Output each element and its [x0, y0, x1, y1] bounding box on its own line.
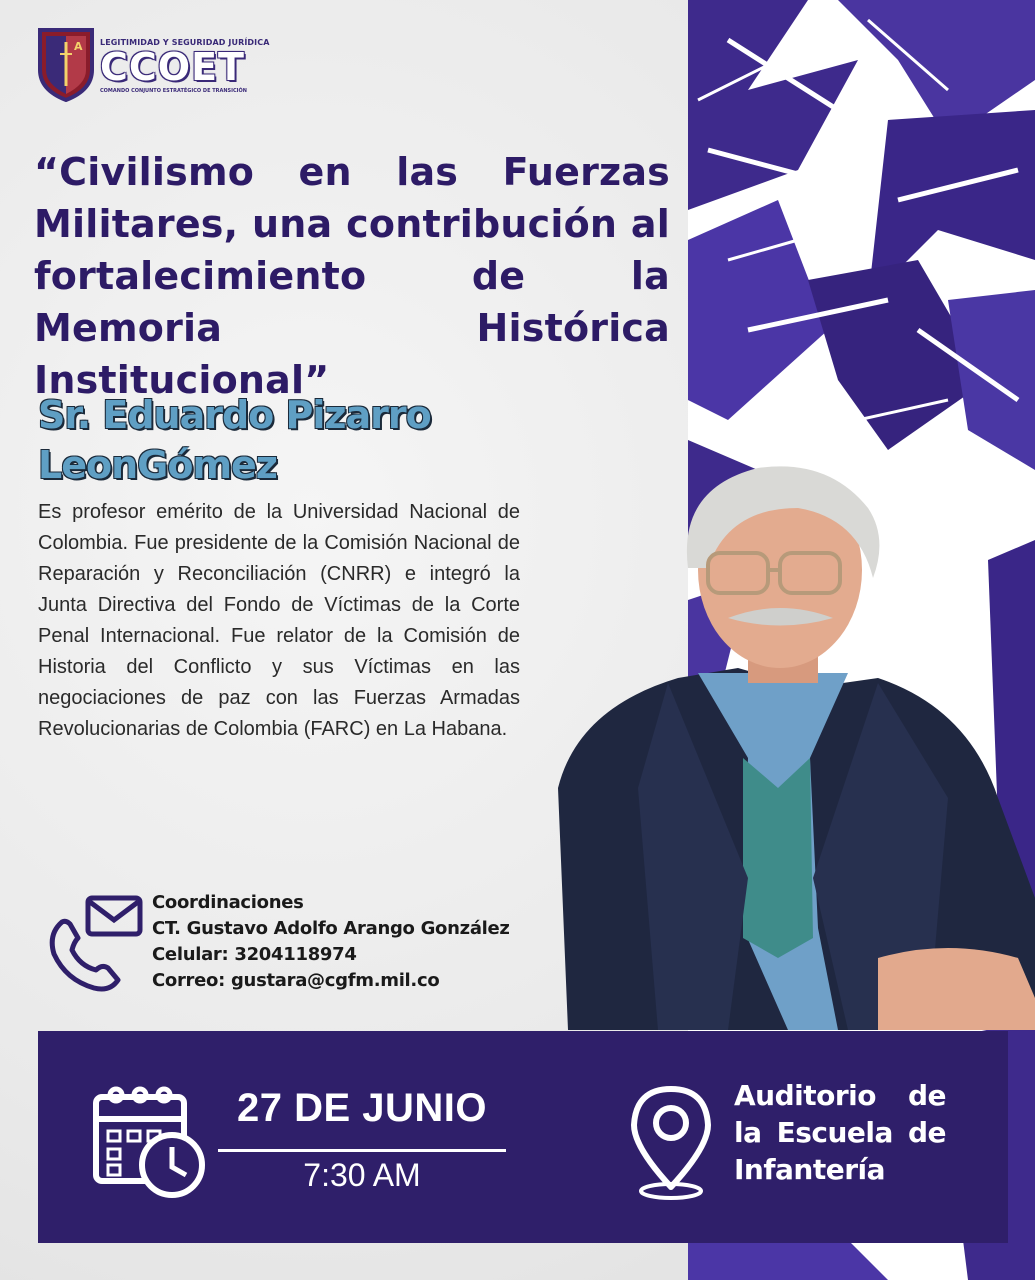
- event-date: 27 DE JUNIO: [236, 1086, 488, 1130]
- logo-tagline: LEGITIMIDAD Y SEGURIDAD JURÍDICA: [100, 38, 270, 47]
- speaker-name: [38, 390, 538, 490]
- contact-heading: Coordinaciones: [152, 892, 304, 913]
- speaker-bio: Es profesor emérito de la Universidad Nacional de Colombia. Fue presidente de la Comisión Nacional de Reparación y Reconciliación (CNRR) e integró la Junta Directiva del Fondo de Víctimas de la Corte Penal Internacional. Fue relator de la Comisión de Historia del Conflicto y sus Víctimas en las negociaciones de paz con las Fuerzas Armadas Revolucionarias de Colombia (FARC) en La Habana.: [38, 501, 520, 740]
- speaker-portrait: [548, 458, 1035, 1030]
- speaker-name-line1: Sr. Eduardo Pizarro: [38, 393, 431, 437]
- event-details-banner: [38, 1031, 1008, 1243]
- contact-info: [152, 890, 510, 994]
- contact-person: CT. Gustavo Adolfo Arango González: [152, 918, 510, 939]
- logo-subtitle: COMANDO CONJUNTO ESTRATÉGICO DE TRANSICIÓN: [100, 88, 247, 94]
- speaker-name-line2: LeonGómez: [38, 443, 277, 487]
- logo-name: CCOET: [100, 45, 245, 89]
- svg-text:A: A: [74, 40, 83, 53]
- phone-mail-icon: [44, 894, 148, 994]
- date-divider: [218, 1149, 506, 1152]
- location-pin-icon: [626, 1083, 716, 1201]
- ccoet-logo: [36, 22, 270, 106]
- contact-phone: Celular: 3204118974: [152, 944, 357, 965]
- event-venue: Auditorio de la Escuela de Infantería: [734, 1079, 946, 1186]
- contact-email: Correo: gustara@cgfm.mil.co: [152, 970, 440, 991]
- calendar-clock-icon: [92, 1083, 210, 1201]
- shield-emblem-icon: [36, 24, 96, 102]
- event-title: “Civilismo en las Fuerzas Militares, una contribución al fortalecimiento de la Memoria Histórica Institucional”: [34, 150, 670, 402]
- event-time: 7:30 AM: [303, 1157, 421, 1193]
